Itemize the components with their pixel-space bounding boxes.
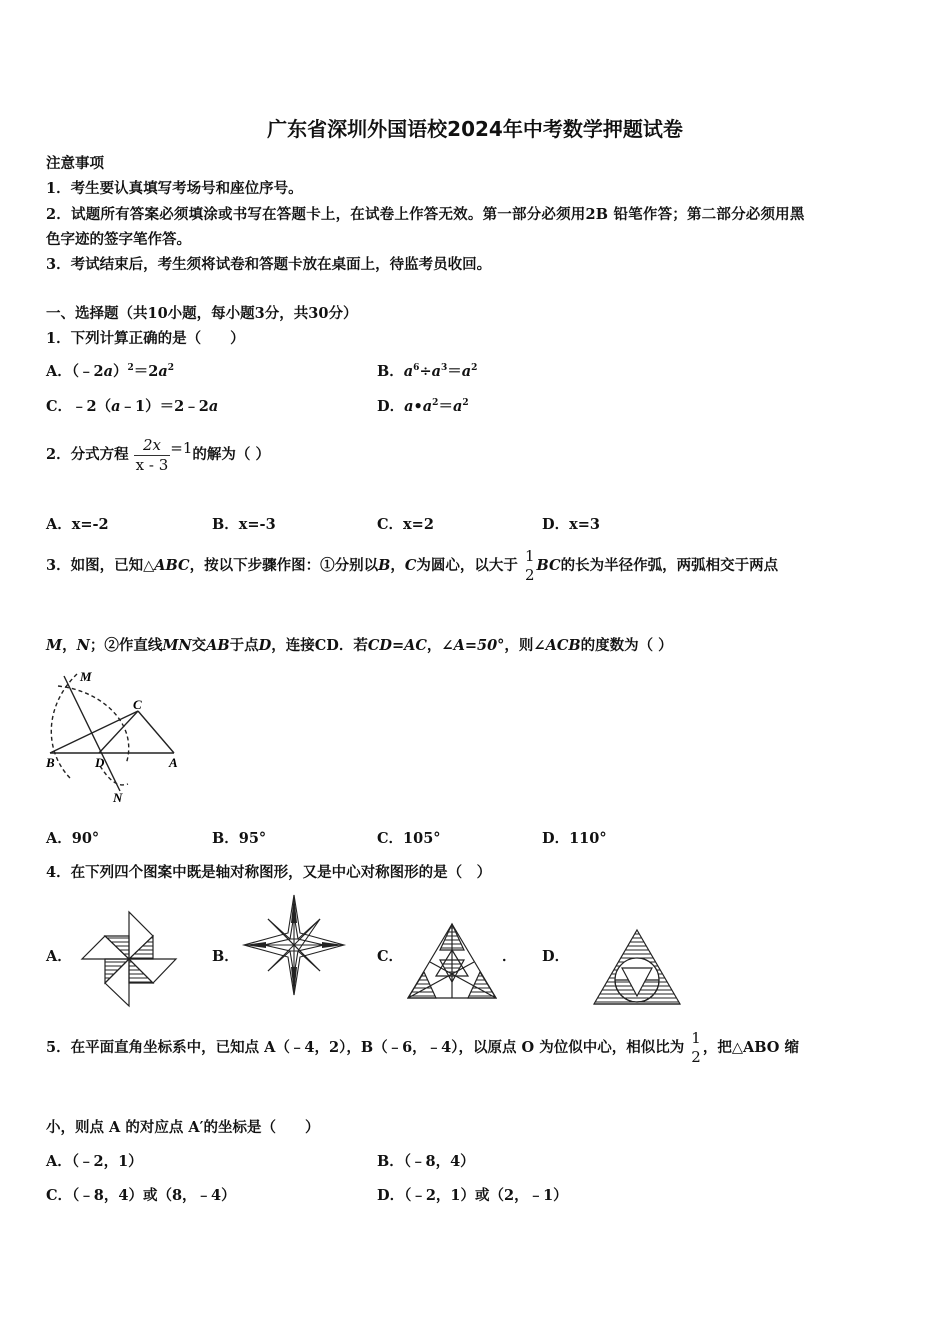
question-4-label-b: B．: [212, 948, 239, 965]
triangle-construction-figure: [44, 666, 184, 806]
question-1-option-d: D．$a•a^2=a^2$: [377, 398, 469, 415]
fraction-one-half-q5: 1 2: [691, 1029, 701, 1066]
label-b: B: [46, 755, 55, 770]
section-heading: 一、选择题（共10小题，每小题3分，共30分）: [46, 305, 358, 322]
fraction-one-half: 1 2: [524, 547, 535, 584]
question-5-option-c: C．（﹣8，4）或（8，﹣4）: [46, 1187, 236, 1204]
notice-heading: 注意事项: [46, 155, 104, 172]
question-5-line-2: 小，则点 A 的对应点 A′的坐标是（ ）: [46, 1119, 320, 1136]
question-5-option-b: B．（﹣8，4）: [377, 1153, 475, 1170]
compass-star-figure: [240, 893, 348, 997]
arc-right: [58, 686, 129, 764]
notice-item-2-cont: 色字迹的签字笔作答。: [46, 231, 191, 248]
question-2-option-d: D．x=3: [542, 516, 600, 533]
pinwheel-figure: [78, 908, 180, 1010]
question-1-stem: 1．下列计算正确的是（ ）: [46, 330, 245, 347]
question-5-option-a: A．（﹣2，1）: [46, 1153, 143, 1170]
question-4-label-a: A．: [46, 948, 72, 965]
question-5-option-d: D．（﹣2，1）或（2，﹣1）: [377, 1187, 568, 1204]
question-2-option-c: C．x=2: [377, 516, 434, 533]
segment-ca: [138, 711, 174, 753]
question-4-label-c: C．: [377, 948, 404, 965]
question-5-line-1: 5．在平面直角坐标系中，已知点 A（﹣4，2），B（﹣6，﹣4），以原点 O 为位似中心，相似比为 1 2 ，把△ABO 缩: [46, 1029, 799, 1066]
question-2-stem: 2．分式方程 $\frac{2x}{x - 3}$ =1的解为（ ）: [46, 435, 270, 474]
question-3-option-b: B．95°: [212, 830, 267, 847]
notice-item-1: 1．考生要认真填写考场号和座位序号。: [46, 180, 303, 197]
question-2-option-b: B．x=-3: [212, 516, 276, 533]
triangle-circle-figure: [592, 928, 682, 1006]
question-3-option-c: C．105°: [377, 830, 441, 847]
label-m: M: [80, 669, 92, 684]
hatched-triangle-figure: [406, 922, 498, 1000]
label-n: N: [113, 790, 123, 805]
question-1-option-c: C．﹣2（a﹣1）＝2﹣2a: [46, 398, 219, 415]
question-3-line-1: 3．如图，已知△ABC，按以下步骤作图：①分别以B，C为圆心，以大于 1 2 BC的长为半径作弧，两弧相交于两点: [46, 547, 779, 584]
question-2-option-a: A．x=-2: [46, 516, 109, 533]
page-title: 广东省深圳外国语校2024年中考数学押题试卷: [267, 117, 683, 141]
question-3-option-a: A．90°: [46, 830, 100, 847]
question-1-option-b: B．$a^6\div a^3=a^2$: [377, 363, 478, 380]
notice-item-3: 3．考试结束后，考生须将试卷和答题卡放在桌面上，待监考员收回。: [46, 256, 492, 273]
label-c: C: [133, 697, 142, 712]
question-1-option-a: A．$(﹣2a)^2=2a^2$: [46, 363, 175, 380]
question-3-line-2: M，N；②作直线MN交AB于点D，连接CD．若CD=AC，∠A=50°，则∠ACB的度数为（ ）: [46, 637, 673, 654]
question-4-label-d: D．: [542, 948, 570, 965]
segment-cd: [99, 711, 138, 753]
arc-left: [51, 674, 77, 778]
label-d: D: [95, 755, 105, 770]
notice-item-2: 2．试题所有答案必须填涂或书写在答题卡上，在试卷上作答无效。第一部分必须用2B 铅笔作答；第二部分必须用黑: [46, 206, 805, 223]
question-4-separator: ．: [502, 948, 517, 965]
segment-bc: [50, 711, 138, 753]
question-4-stem: 4．在下列四个图案中既是轴对称图形，又是中心对称图形的是（ ）: [46, 864, 492, 881]
question-3-option-d: D．110°: [542, 830, 607, 847]
line-mn: [64, 676, 120, 791]
label-a: A: [169, 755, 178, 770]
fraction-2x-over-x-3: $\frac{2x}{x - 3}$: [135, 435, 169, 474]
